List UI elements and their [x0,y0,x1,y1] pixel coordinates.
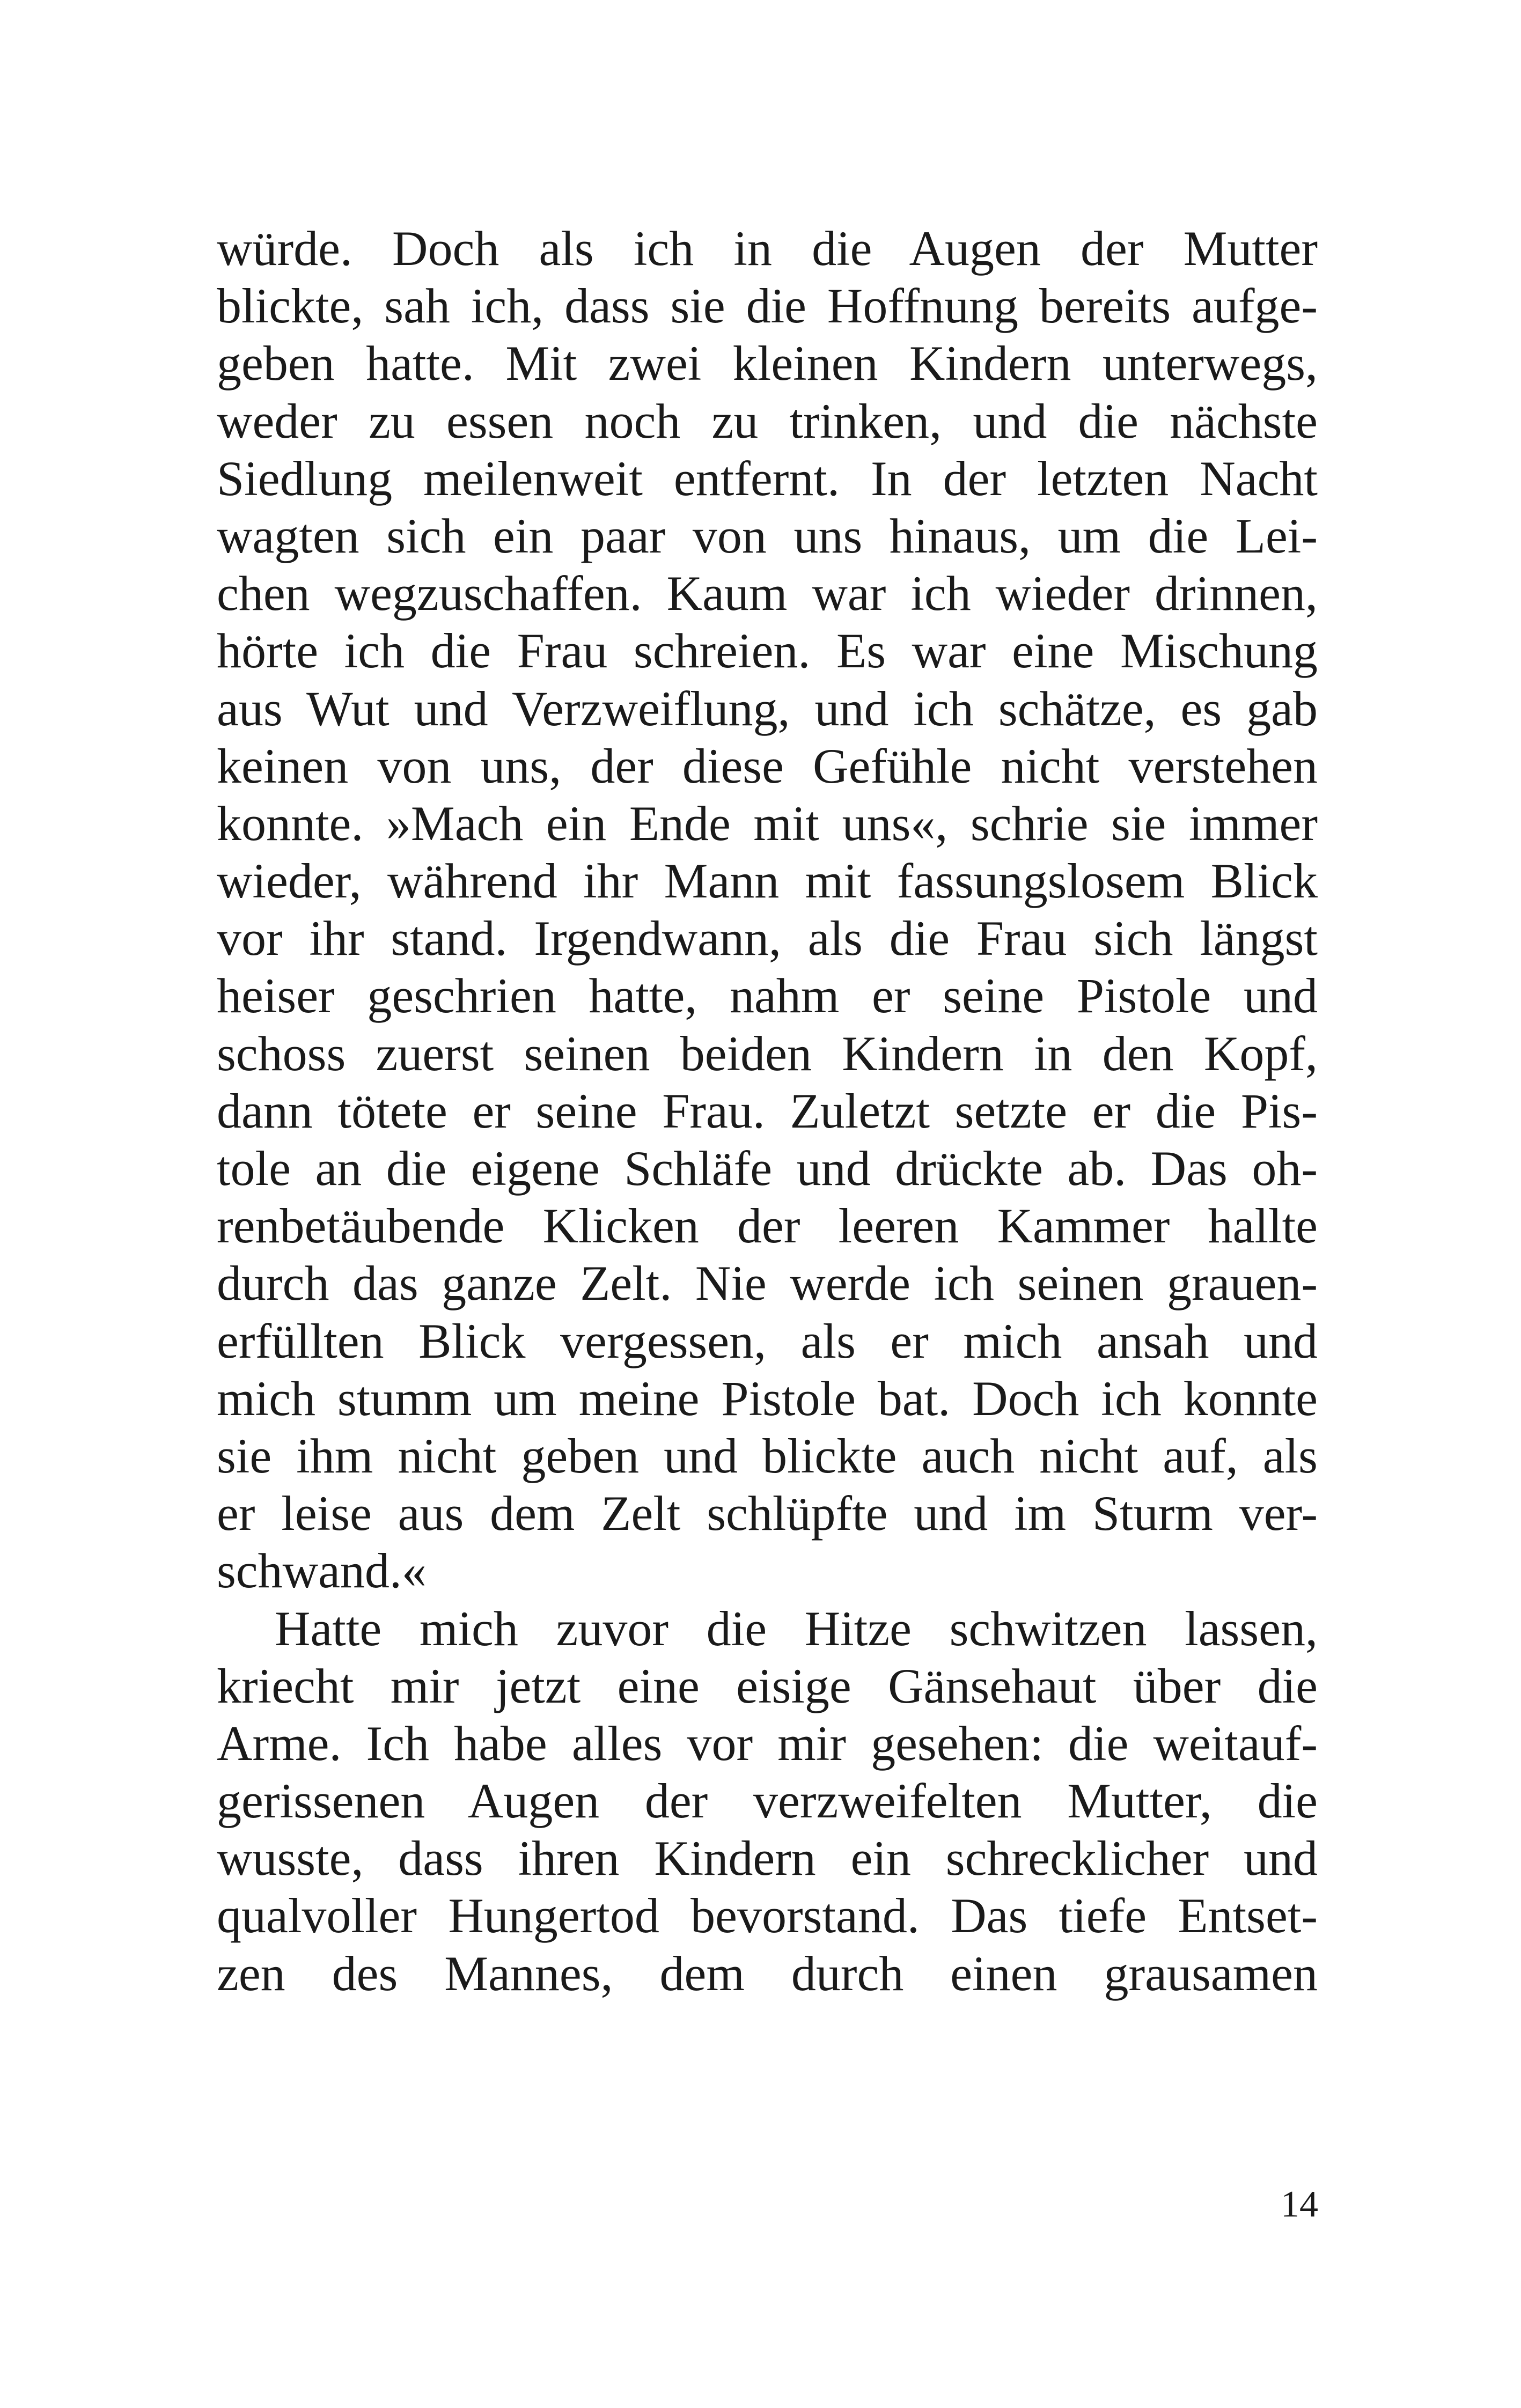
text-line: hörte ich die Frau schreien. Es war eine Mischung [217,623,1318,679]
text-line: sie ihm nicht geben und blickte auch nicht auf, als [217,1428,1318,1483]
text-line: vor ihr stand. Irgendwann, als die Frau sich längst [217,911,1318,966]
text-line: geben hatte. Mit zwei kleinen Kindern unterwegs, [217,336,1318,391]
text-line: Siedlung meilenweit entfernt. In der letzten Nacht [217,451,1318,506]
text-line: kriecht mir jetzt eine eisige Gänsehaut über die [217,1658,1318,1713]
text-line: schwand.« [217,1543,427,1599]
text-line: aus Wut und Verzweiflung, und ich schätze, es gab [217,681,1318,736]
text-line: würde. Doch als ich in die Augen der Mutter [217,221,1318,276]
body-text [217,220,1318,2002]
text-line: renbetäubende Klicken der leeren Kammer hallte [217,1198,1318,1254]
text-line: weder zu essen noch zu trinken, und die nächste [217,393,1318,448]
text-line: schoss zuerst seinen beiden Kindern in den Kopf, [217,1026,1318,1081]
text-line: chen wegzuschaffen. Kaum war ich wieder drinnen, [217,566,1318,621]
text-line: wagten sich ein paar von uns hinaus, um die Lei- [217,508,1318,563]
text-line: Arme. Ich habe alles vor mir gesehen: die weitauf- [217,1715,1318,1771]
text-line: tole an die eigene Schläfe und drückte ab. Das oh- [217,1141,1318,1196]
text-line: durch das ganze Zelt. Nie werde ich seinen grauen- [217,1256,1318,1311]
text-line: blickte, sah ich, dass sie die Hoffnung bereits aufge- [217,278,1318,334]
text-line: zen des Mannes, dem durch einen grausamen [217,1946,1318,2001]
text-line: qualvoller Hungertod bevorstand. Das tiefe Entset- [217,1888,1318,1943]
text-line: dann tötete er seine Frau. Zuletzt setzte er die Pis- [217,1083,1318,1138]
text-line: erfüllten Blick vergessen, als er mich ansah und [217,1313,1318,1368]
paragraph-start-line: Hatte mich zuvor die Hitze schwitzen lassen, [275,1601,1318,1656]
text-line: keinen von uns, der diese Gefühle nicht verstehen [217,738,1318,793]
text-line: mich stumm um meine Pistole bat. Doch ich konnte [217,1371,1318,1426]
text-line: er leise aus dem Zelt schlüpfte und im Sturm ver- [217,1486,1318,1541]
text-line: konnte. »Mach ein Ende mit uns«, schrie sie immer [217,796,1318,851]
text-line: wusste, dass ihren Kindern ein schrecklicher und [217,1831,1318,1886]
page-number: 14 [1281,2184,1318,2225]
text-line: wieder, während ihr Mann mit fassungslosem Blick [217,853,1318,909]
text-line: heiser geschrien hatte, nahm er seine Pistole und [217,968,1318,1023]
text-line: gerissenen Augen der verzweifelten Mutter, die [217,1773,1318,1829]
